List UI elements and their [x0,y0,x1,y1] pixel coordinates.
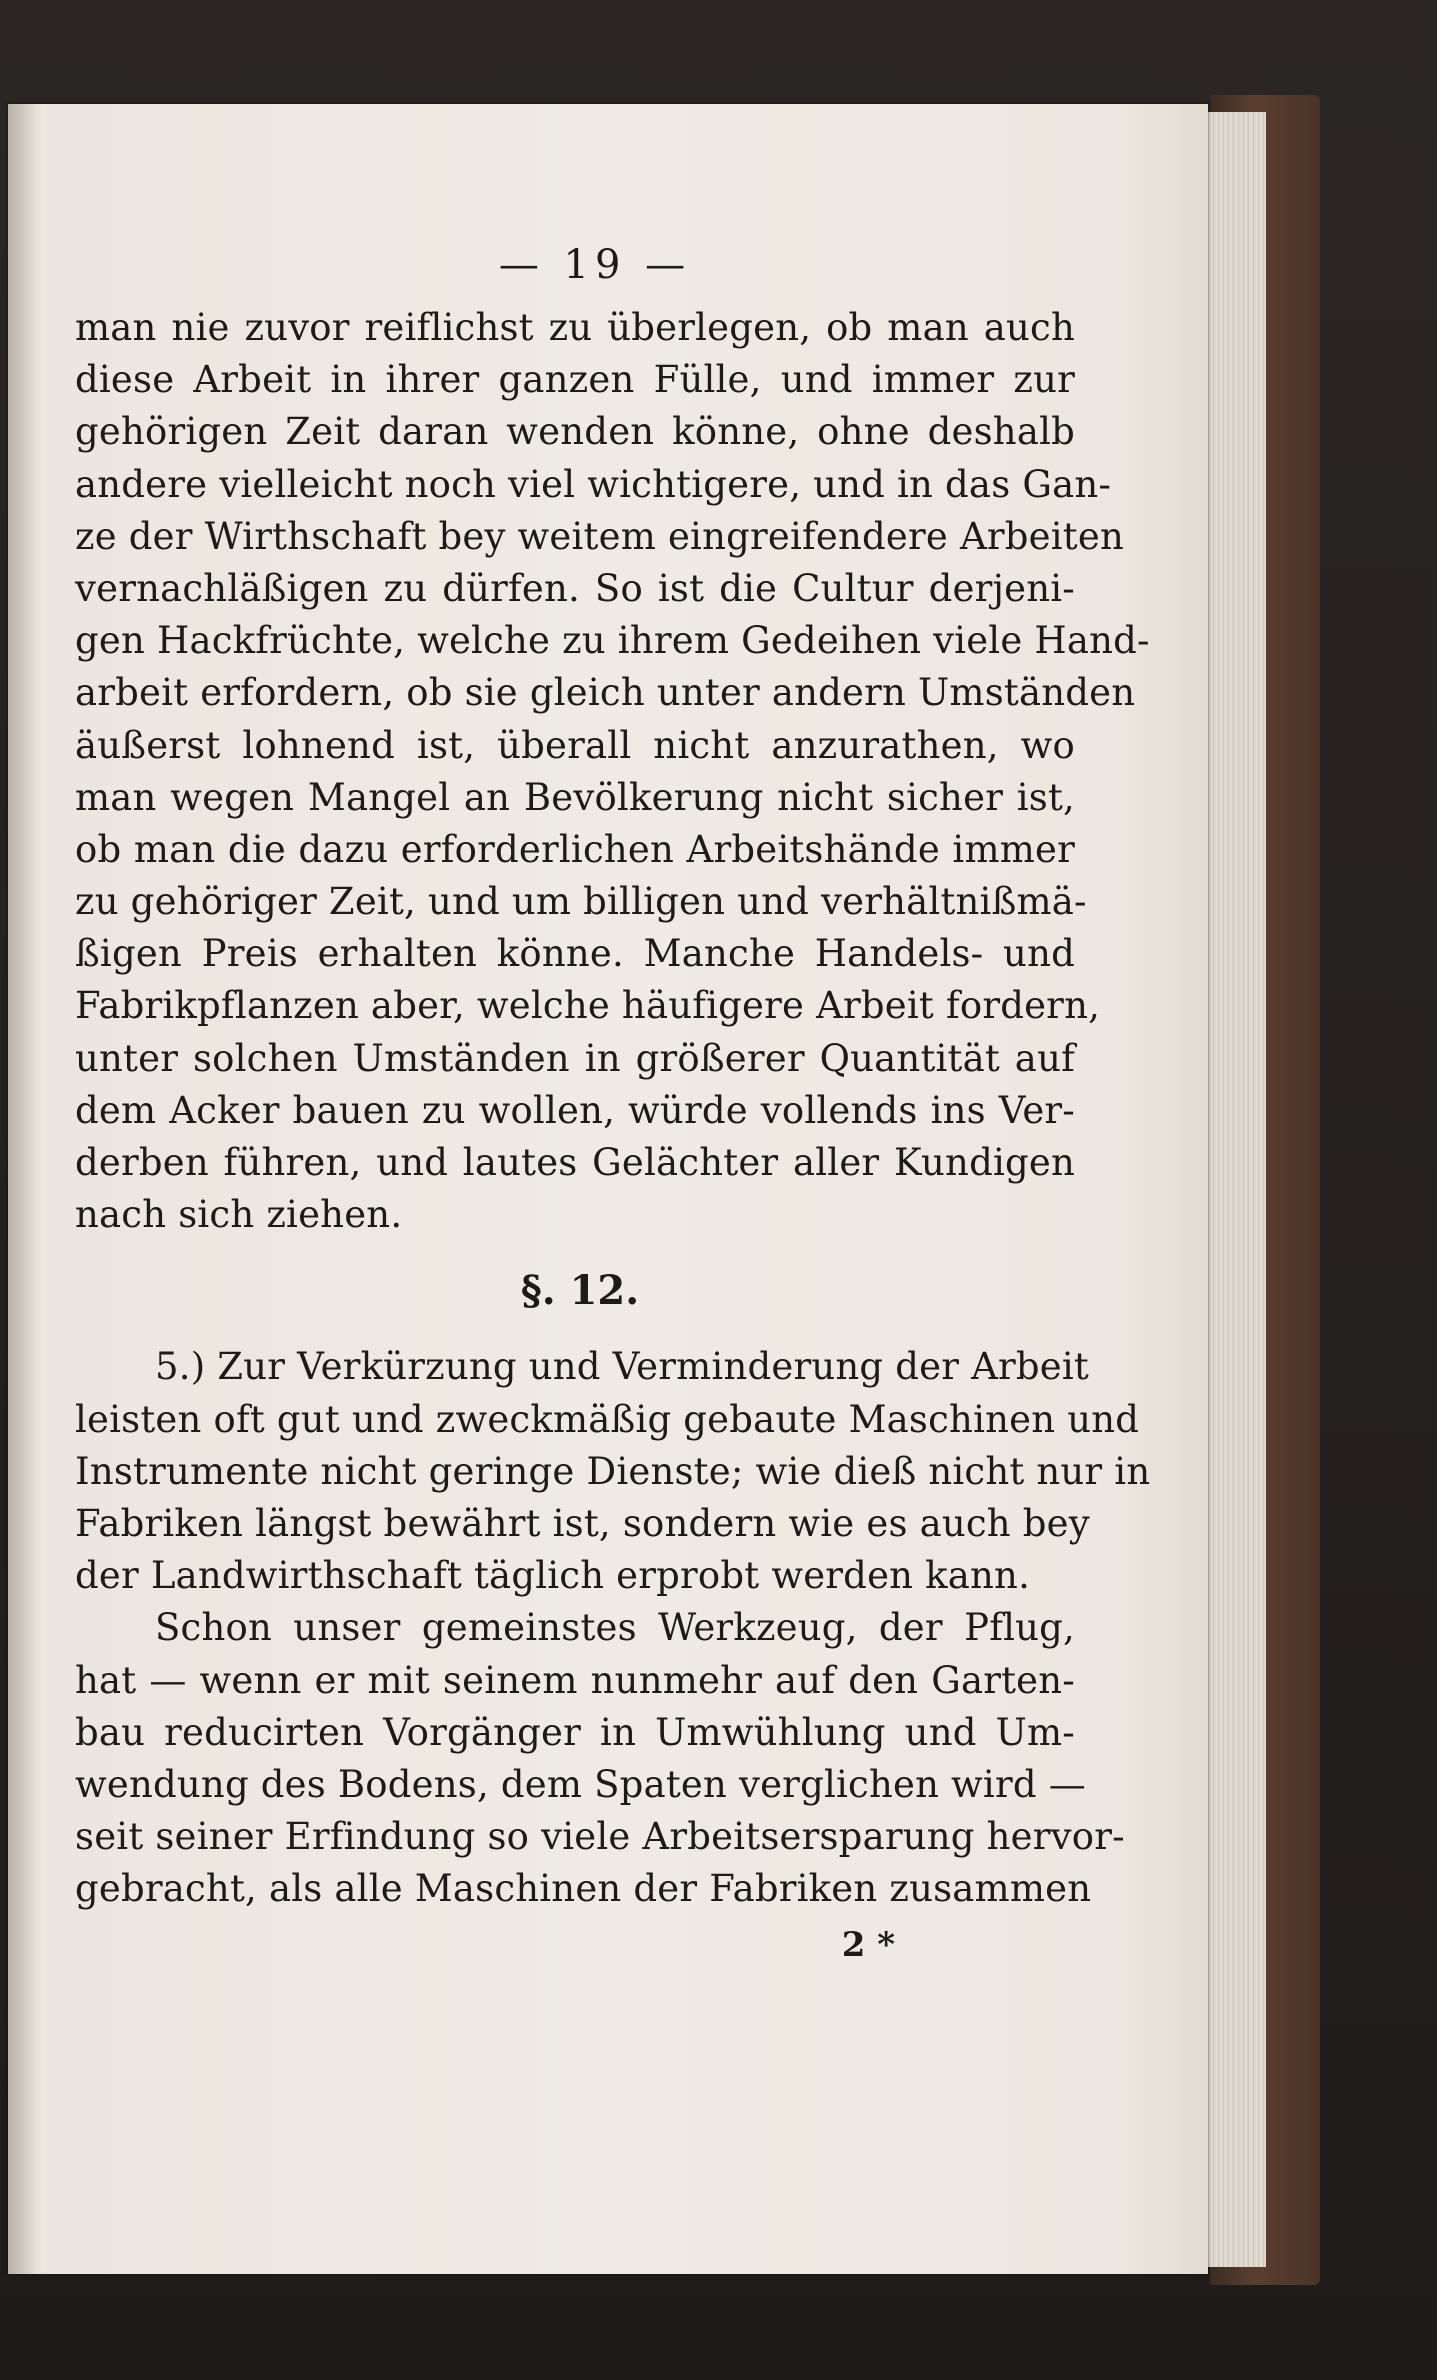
text-line: man wegen Mangel an Bevölkerung nicht sicher ist, [75,775,1075,819]
text-line: gen Hackfrüchte, welche zu ihrem Gedeihen viele Hand- [75,619,1150,663]
text-line: andere vielleicht noch viel wichtigere, und in das Gan- [75,462,1112,506]
text-line: der Landwirthschaft täglich erprobt werden kann. [75,1554,1031,1598]
page-gutter-shadow [8,104,38,2274]
text-line: zu gehöriger Zeit, und um billigen und verhältnißmä- [75,880,1087,924]
text-line: unter solchen Umständen in größerer Quantität auf [75,1036,1075,1080]
text-line: Fabriken längst bewährt ist, sondern wie es auch bey [75,1501,1090,1545]
paragraph-3 [75,1602,1125,1915]
text-line: seit seiner Erfindung so viele Arbeitsersparung hervor- [75,1815,1125,1859]
text-line: 5.) Zur Verkürzung und Verminderung der Arbeit [155,1345,1089,1389]
text-line: nach sich ziehen. [75,1193,403,1237]
section-heading: §. 12. [520,1267,640,1315]
text-line: ze der Wirthschaft bey weitem eingreifendere Arbeiten [75,514,1124,558]
text-line: leisten oft gut und zweckmäßig gebaute Maschinen und [75,1397,1140,1441]
text-line: diese Arbeit in ihrer ganzen Fülle, und immer zur [75,358,1075,402]
text-line: derben führen, und lautes Gelächter aller Kundigen [75,1141,1075,1184]
text-line: gebracht, als alle Maschinen der Fabriken zusammen [75,1867,1092,1911]
text-line: arbeit erfordern, ob sie gleich unter andern Umständen [75,671,1136,715]
page-text [75,230,1151,1975]
text-line: wendung des Bodens, dem Spaten verglichen wird — [75,1762,1086,1806]
text-line: Instrumente nicht geringe Dienste; wie dieß nicht nur in [75,1449,1151,1493]
text-line: man nie zuvor reiflichst zu überlegen, ob man auch [75,306,1075,349]
text-line: Schon unser gemeinstes Werkzeug, der Pflug, [155,1606,1075,1650]
text-line: vernachläßigen zu dürfen. So ist die Cultur derjeni- [75,566,1075,610]
paragraph-2 [75,1341,1151,1602]
text-line: Fabrikpflanzen aber, welche häufigere Arbeit fordern, [75,984,1101,1028]
text-line: äußerst lohnend ist, überall nicht anzurathen, wo [75,723,1075,767]
text-line: gehörigen Zeit daran wenden könne, ohne deshalb [75,410,1075,454]
page-stack-edge [1200,112,1266,2267]
paragraph-1 [75,302,1150,1241]
text-line: bau reducirten Vorgänger in Umwühlung und Um- [75,1710,1075,1754]
text-line: ob man die dazu erforderlichen Arbeitshände immer [75,827,1075,871]
text-line: dem Acker bauen zu wollen, würde vollends ins Ver- [75,1088,1075,1132]
page-number-header: — 19 — [498,242,692,288]
text-line: ßigen Preis erhalten könne. Manche Handels- und [75,932,1075,976]
printer-signature-mark: 2 * [841,1925,895,1966]
text-line: hat — wenn er mit seinem nunmehr auf den Garten- [75,1658,1075,1702]
